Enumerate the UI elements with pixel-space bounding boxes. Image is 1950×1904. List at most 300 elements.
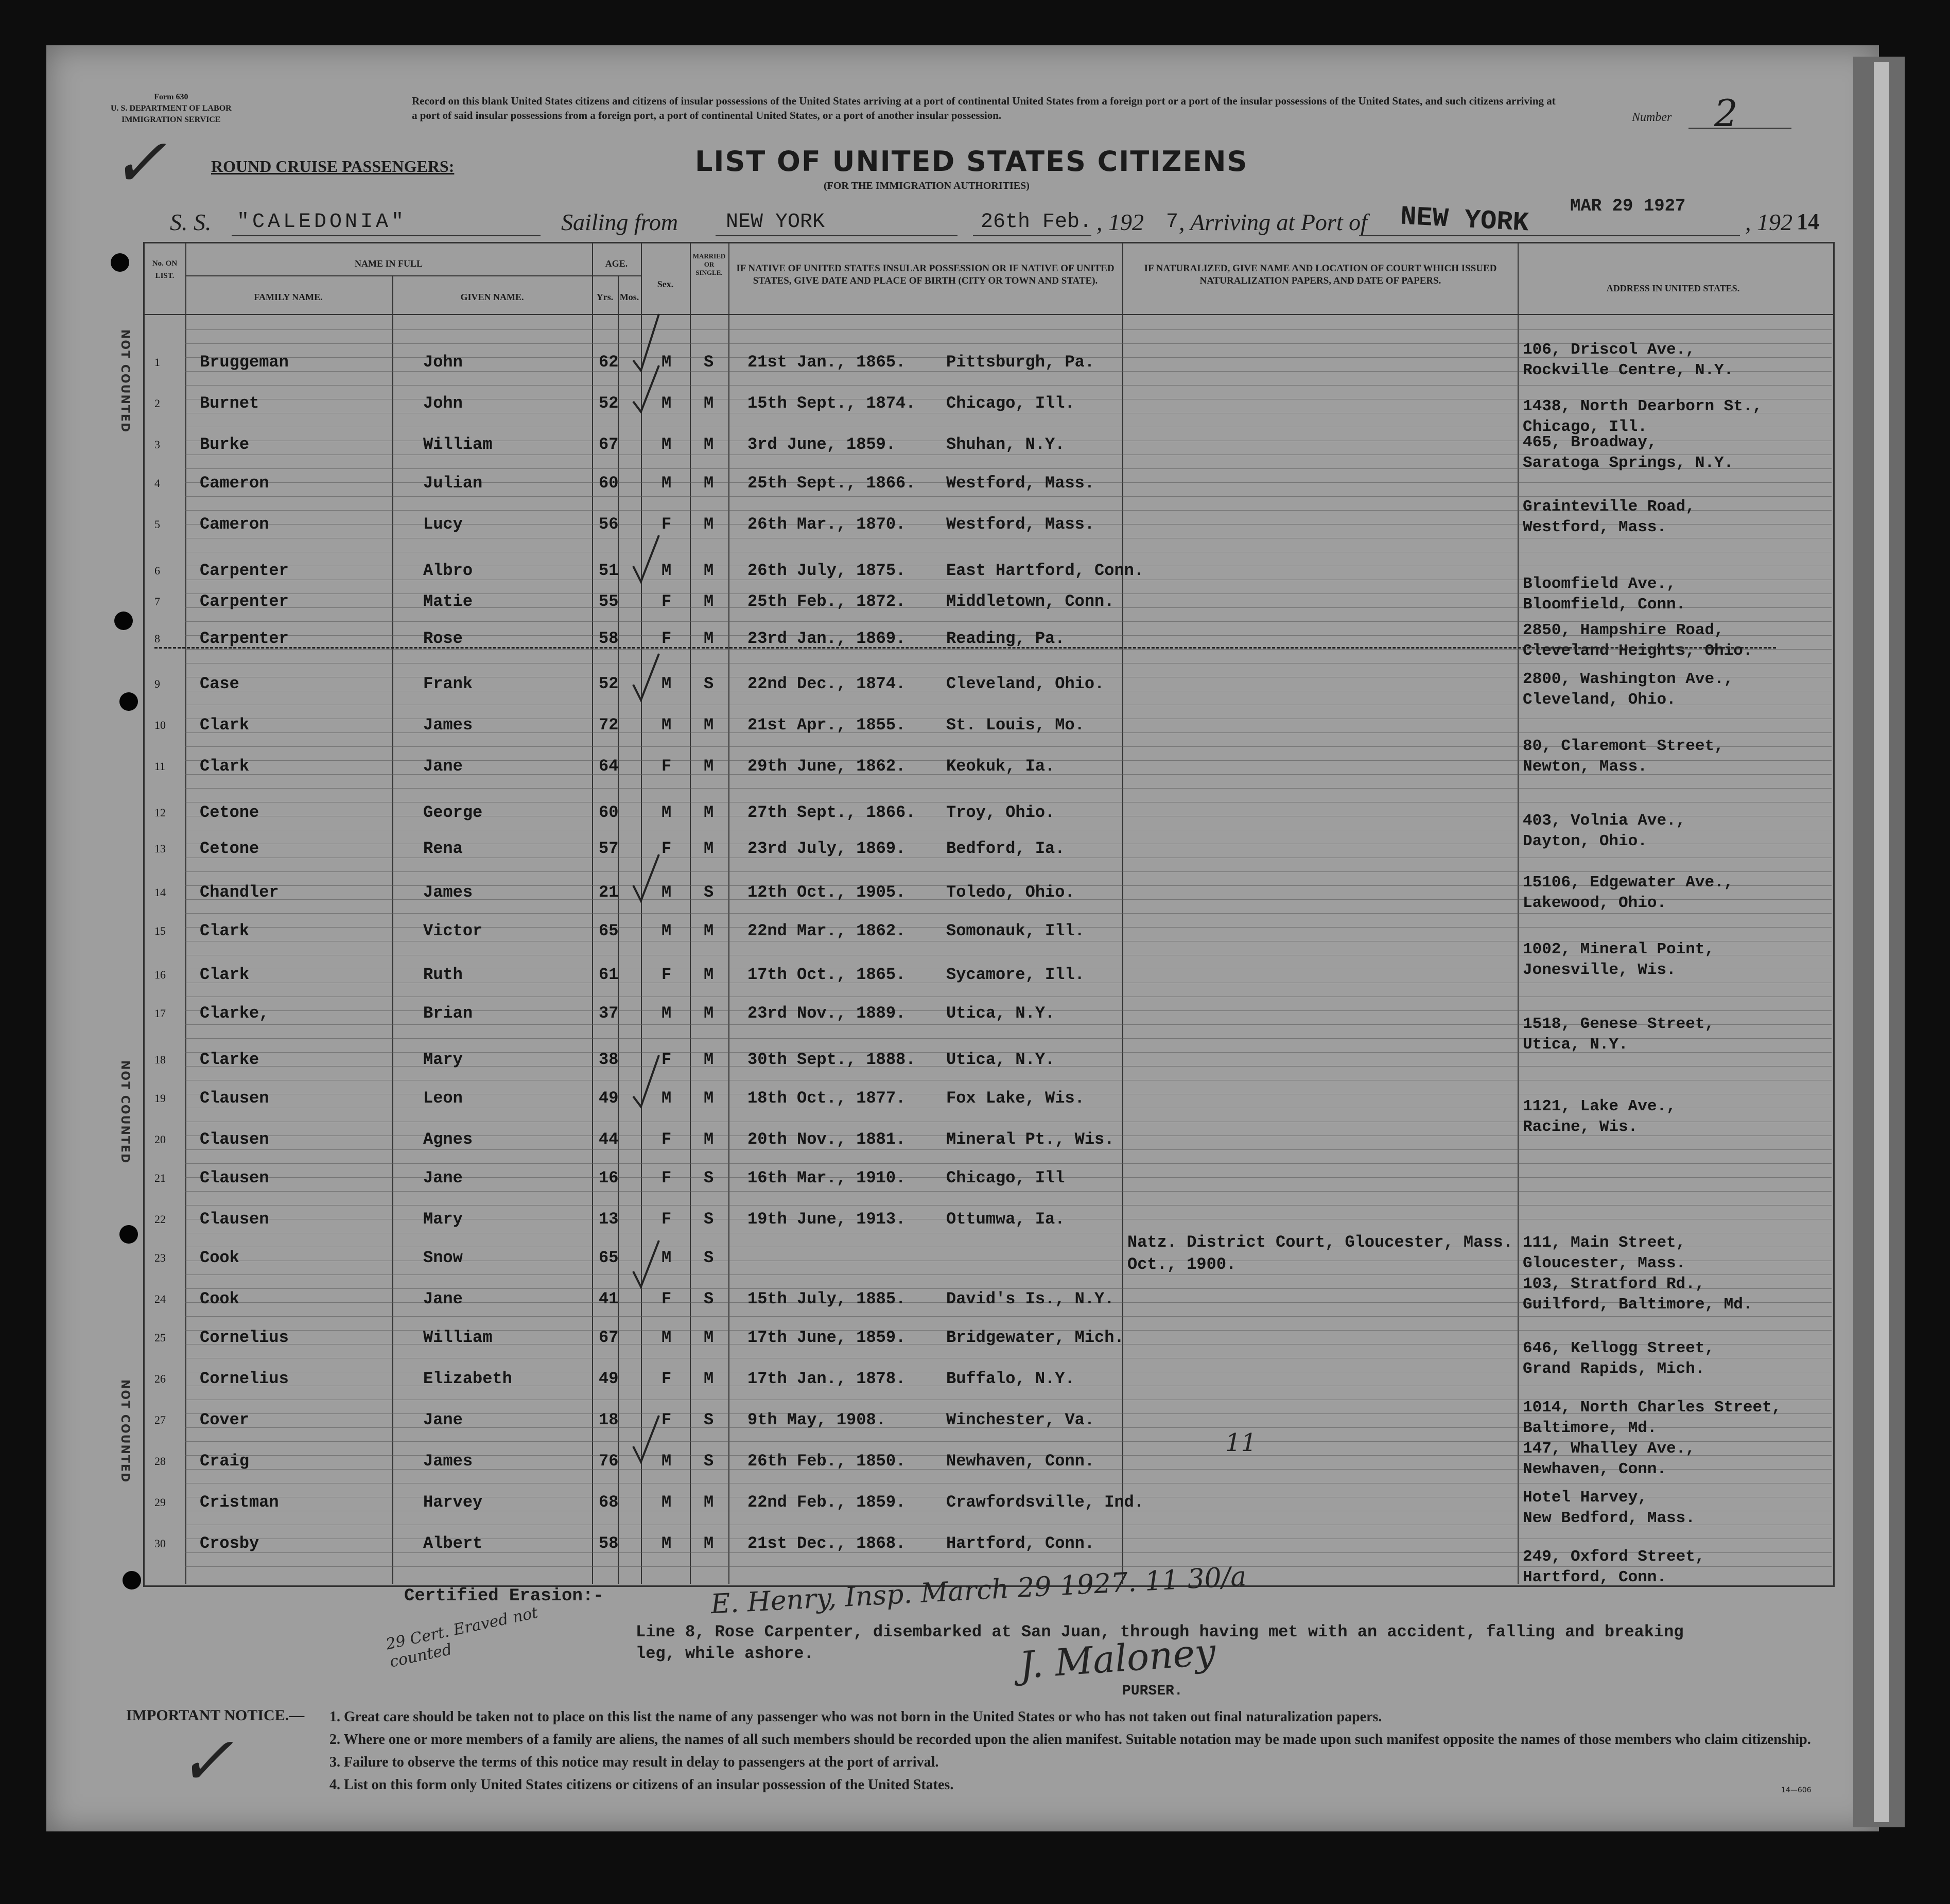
- birth-place: Somonauk, Ill.: [946, 921, 1085, 940]
- row-number: 23: [154, 1251, 166, 1264]
- address-line: Gloucester, Mass.: [1523, 1254, 1686, 1272]
- given-name: Ruth: [423, 965, 463, 984]
- birth-date: 22nd Mar., 1862.: [747, 921, 906, 940]
- birth-date: 25th Feb., 1872.: [747, 592, 906, 611]
- given-name: Jane: [423, 1410, 463, 1429]
- marital-status: S: [704, 1248, 714, 1267]
- birth-place: Chicago, Ill.: [946, 394, 1075, 413]
- family-name: Carpenter: [200, 629, 289, 648]
- address-line: 2850, Hampshire Road,: [1523, 621, 1724, 639]
- age-years: 18: [599, 1410, 619, 1429]
- sex: M: [661, 394, 672, 413]
- address-line: 106, Driscol Ave.,: [1523, 341, 1695, 359]
- birth-place: Pittsburgh, Pa.: [946, 353, 1095, 372]
- erasure-strike-line: [154, 647, 1776, 649]
- address-line: Hartford, Conn.: [1523, 1568, 1667, 1586]
- family-name: Cameron: [200, 515, 269, 534]
- header-naturalized: IF NATURALIZED, GIVE NAME AND LOCATION OF COURT WHICH ISSUED NATURALIZATION PAPERS, AND DATE OF PAPERS.: [1144, 263, 1497, 286]
- address-line: Chicago, Ill.: [1523, 418, 1647, 436]
- address-line: 249, Oxford Street,: [1523, 1548, 1705, 1566]
- age-years: 76: [599, 1452, 619, 1471]
- birth-date: 20th Nov., 1881.: [747, 1130, 906, 1149]
- certified-erasion: Certified Erasion:-: [404, 1586, 604, 1606]
- birth-place: St. Louis, Mo.: [946, 715, 1085, 735]
- family-name: Bruggeman: [200, 353, 289, 372]
- family-name: Clark: [200, 965, 250, 984]
- birth-place: Reading, Pa.: [946, 629, 1065, 648]
- birth-place: Toledo, Ohio.: [946, 883, 1075, 902]
- ship-name: "CALEDONIA": [237, 211, 407, 234]
- age-years: 60: [599, 803, 619, 822]
- birth-date: 26th Mar., 1870.: [747, 515, 906, 534]
- row-number: 28: [154, 1455, 166, 1468]
- family-name: Chandler: [200, 883, 279, 902]
- date-underline: [973, 235, 1091, 236]
- sex: M: [661, 674, 672, 693]
- age-subheader-divider: [592, 275, 641, 276]
- handwritten-check-mark: ✓: [111, 124, 167, 202]
- address-line: Cleveland, Ohio.: [1523, 691, 1676, 709]
- ruled-line: [185, 871, 1832, 872]
- ruled-line: [185, 1316, 1832, 1317]
- birth-place: Bridgewater, Mich.: [946, 1328, 1124, 1347]
- marital-status: M: [704, 1050, 714, 1069]
- given-name: James: [423, 715, 473, 735]
- marital-status: M: [704, 561, 714, 580]
- given-name: Lucy: [423, 515, 463, 534]
- age-years: 44: [599, 1130, 619, 1149]
- check-mark: [633, 654, 659, 700]
- given-name: Jane: [423, 1289, 463, 1308]
- sailing-date: 26th Feb.: [981, 211, 1092, 234]
- row-number: 2: [154, 397, 160, 410]
- purser-label: PURSER.: [1122, 1683, 1183, 1699]
- birth-date: 16th Mar., 1910.: [747, 1168, 906, 1187]
- notice-item: 1. Great care should be taken not to place on this list the name of any passenger who was not born in the United States or who has not taken out final naturalization papers.: [329, 1709, 1382, 1725]
- ss-label: S. S.: [170, 209, 212, 235]
- header-address: ADDRESS IN UNITED STATES.: [1606, 283, 1740, 293]
- from-port: NEW YORK: [726, 211, 825, 234]
- birth-place: Keokuk, Ia.: [946, 757, 1055, 776]
- marital-status: M: [704, 435, 714, 454]
- year-suffix: , 192: [1745, 209, 1792, 235]
- binder-hole: [119, 692, 138, 711]
- given-name: James: [423, 883, 473, 902]
- sex: F: [661, 965, 672, 984]
- notice-label: IMPORTANT NOTICE.—: [126, 1707, 305, 1724]
- marital-status: M: [704, 394, 714, 413]
- row-number: 1: [154, 356, 160, 369]
- sex: F: [661, 515, 672, 534]
- address-line: Newton, Mass.: [1523, 758, 1647, 776]
- row-number: 7: [154, 595, 160, 608]
- marital-status: S: [704, 674, 714, 693]
- marital-status: M: [704, 1130, 714, 1149]
- header-no: No. ON LIST.: [152, 259, 178, 280]
- age-years: 57: [599, 839, 619, 858]
- inspector-signature: E. Henry, Insp. March 29 1927. 11 30/a: [710, 1561, 1247, 1620]
- age-years: 13: [599, 1210, 619, 1229]
- address-line: 1438, North Dearborn St.,: [1523, 397, 1763, 415]
- birth-date: 19th June, 1913.: [747, 1210, 906, 1229]
- address-line: Jonesville, Wis.: [1523, 961, 1676, 979]
- notice-item: 2. Where one or more members of a family are aliens, the names of all such members should be recorded upon the alien manifest. Suitable notation may be made upon such manifest opposite the names of those members who claim citizenship.: [329, 1732, 1811, 1748]
- birth-date: 26th July, 1875.: [747, 561, 906, 580]
- marital-status: M: [704, 515, 714, 534]
- ruled-line: [185, 1191, 1832, 1192]
- address-line: Lakewood, Ohio.: [1523, 894, 1667, 912]
- birth-date: 15th July, 1885.: [747, 1289, 906, 1308]
- family-name: Cornelius: [200, 1369, 289, 1388]
- line-8-note-line: leg, while ashore.: [636, 1644, 814, 1663]
- family-name: Clausen: [200, 1130, 269, 1149]
- birth-place: Middletown, Conn.: [946, 592, 1115, 611]
- arriving-label: , Arriving at Port of: [1179, 209, 1367, 235]
- address-line: New Bedford, Mass.: [1523, 1509, 1695, 1527]
- marital-status: M: [704, 757, 714, 776]
- page-edge-light: [1874, 62, 1889, 1822]
- age-years: 67: [599, 1328, 619, 1347]
- given-name: Leon: [423, 1089, 463, 1108]
- row-number: 15: [154, 924, 166, 937]
- notice-item: 3. Failure to observe the terms of this notice may result in delay to passengers at the port of arrival.: [329, 1754, 939, 1770]
- family-name: Cristman: [200, 1493, 279, 1512]
- sex: F: [661, 592, 672, 611]
- row-number: 25: [154, 1331, 166, 1344]
- row-number: 30: [154, 1537, 166, 1550]
- form-code: 14—606: [1781, 1786, 1812, 1794]
- marital-status: M: [704, 1534, 714, 1553]
- notice-item: 4. List on this form only United States citizens or citizens of an insular possession of the United States.: [329, 1777, 954, 1793]
- birth-date: 17th Jan., 1878.: [747, 1369, 906, 1388]
- birth-date: 25th Sept., 1866.: [747, 474, 916, 493]
- family-name: Clark: [200, 715, 250, 735]
- age-years: 62: [599, 353, 619, 372]
- birth-date: 27th Sept., 1866.: [747, 803, 916, 822]
- naturalization-date: Oct., 1900.: [1127, 1255, 1237, 1274]
- marital-status: M: [704, 715, 714, 735]
- family-name: Craig: [200, 1452, 250, 1471]
- marital-status: M: [704, 629, 714, 648]
- marital-status: M: [704, 1004, 714, 1023]
- row-number: 18: [154, 1053, 166, 1066]
- sex: F: [661, 629, 672, 648]
- round-cruise-label: ROUND CRUISE PASSENGERS:: [211, 157, 455, 176]
- given-name: Matie: [423, 592, 473, 611]
- marital-status: M: [704, 1089, 714, 1108]
- age-years: 21: [599, 883, 619, 902]
- address-line: Hotel Harvey,: [1523, 1489, 1647, 1507]
- address-line: Dayton, Ohio.: [1523, 832, 1647, 850]
- address-line: 2800, Washington Ave.,: [1523, 670, 1734, 688]
- sex: F: [661, 1410, 672, 1429]
- row-number: 3: [154, 438, 160, 451]
- handwritten-eleven: 11: [1225, 1428, 1257, 1457]
- sex: F: [661, 839, 672, 858]
- family-name: Cook: [200, 1248, 239, 1267]
- header-age: AGE.: [605, 258, 628, 269]
- birth-place: East Hartford, Conn.: [946, 561, 1144, 580]
- department: U. S. DEPARTMENT OF LABOR: [111, 104, 232, 113]
- birth-date: 18th Oct., 1877.: [747, 1089, 906, 1108]
- birth-place: Westford, Mass.: [946, 474, 1095, 493]
- birth-date: 22nd Feb., 1859.: [747, 1493, 906, 1512]
- address-line: 646, Kellogg Street,: [1523, 1339, 1715, 1357]
- marital-status: M: [704, 1493, 714, 1512]
- address-line: Baltimore, Md.: [1523, 1419, 1657, 1437]
- given-name: Frank: [423, 674, 473, 693]
- birth-place: Sycamore, Ill.: [946, 965, 1085, 984]
- family-name: Case: [200, 674, 239, 693]
- header-mos: Mos.: [619, 292, 639, 302]
- row-number: 5: [154, 518, 160, 531]
- row-number: 16: [154, 968, 166, 981]
- important-notice: [329, 1707, 1822, 1797]
- birth-place: Newhaven, Conn.: [946, 1452, 1095, 1471]
- address-line: Utica, N.Y.: [1523, 1036, 1628, 1054]
- family-name: Carpenter: [200, 561, 289, 580]
- sex: M: [661, 1248, 672, 1267]
- age-years: 55: [599, 592, 619, 611]
- birth-place: Fox Lake, Wis.: [946, 1089, 1085, 1108]
- name-subheader-divider: [185, 275, 638, 276]
- address-line: 1002, Mineral Point,: [1523, 940, 1715, 958]
- sex: F: [661, 1050, 672, 1069]
- row-number: 22: [154, 1213, 166, 1226]
- given-name: Elizabeth: [423, 1369, 512, 1388]
- ship-underline: [232, 235, 541, 236]
- age-years: 52: [599, 674, 619, 693]
- birth-place: Shuhan, N.Y.: [946, 435, 1065, 454]
- given-name: Mary: [423, 1050, 463, 1069]
- address-line: 15106, Edgewater Ave.,: [1523, 874, 1734, 892]
- birth-place: Utica, N.Y.: [946, 1050, 1055, 1069]
- row-number: 20: [154, 1133, 166, 1146]
- given-name: William: [423, 1328, 493, 1347]
- marital-status: M: [704, 592, 714, 611]
- header-family-name: FAMILY NAME.: [254, 292, 323, 302]
- header-sex: Sex.: [657, 279, 674, 289]
- birth-place: Crawfordsville, Ind.: [946, 1493, 1144, 1512]
- ruled-line: [185, 1149, 1832, 1150]
- address-line: 80, Claremont Street,: [1523, 737, 1724, 755]
- given-name: Mary: [423, 1210, 463, 1229]
- family-name: Clarke: [200, 1050, 259, 1069]
- binder-hole: [114, 612, 133, 630]
- arrival-port-stamp: NEW YORK: [1399, 201, 1530, 239]
- birth-place: Ottumwa, Ia.: [946, 1210, 1065, 1229]
- given-name: Snow: [423, 1248, 463, 1267]
- given-name: Julian: [423, 474, 483, 493]
- side-stamp: NOT COUNTED: [118, 1060, 131, 1164]
- birth-date: 26th Feb., 1850.: [747, 1452, 906, 1471]
- ruled-line: [185, 1205, 1832, 1206]
- address-line: 1518, Genese Street,: [1523, 1015, 1715, 1033]
- birth-date: 9th May, 1908.: [747, 1410, 886, 1429]
- given-name: Albert: [423, 1534, 483, 1553]
- sex: F: [661, 757, 672, 776]
- check-marks: [628, 293, 731, 1580]
- marital-status: S: [704, 1168, 714, 1187]
- number-label: Number: [1632, 111, 1672, 124]
- side-stamp: NOT COUNTED: [118, 329, 131, 433]
- sex: F: [661, 1210, 672, 1229]
- address-line: 1014, North Charles Street,: [1523, 1399, 1782, 1417]
- marital-status: M: [704, 1369, 714, 1388]
- row-number: 14: [154, 886, 166, 899]
- age-years: 60: [599, 474, 619, 493]
- row-number: 21: [154, 1172, 166, 1184]
- header-yrs: Yrs.: [596, 292, 614, 302]
- row-number: 29: [154, 1496, 166, 1509]
- header-married: MARRIED OR SINGLE.: [692, 252, 726, 276]
- birth-place: Bedford, Ia.: [946, 839, 1065, 858]
- family-name: Burnet: [200, 394, 259, 413]
- birth-place: Winchester, Va.: [946, 1410, 1095, 1429]
- given-name: Harvey: [423, 1493, 483, 1512]
- family-name: Cetone: [200, 803, 259, 822]
- birth-date: 30th Sept., 1888.: [747, 1050, 916, 1069]
- sex: M: [661, 435, 672, 454]
- header-divider: [143, 314, 1833, 315]
- given-name: Victor: [423, 921, 483, 940]
- binder-hole: [111, 253, 129, 272]
- age-years: 38: [599, 1050, 619, 1069]
- check-mark: [633, 535, 659, 582]
- birth-date: 23rd Jan., 1869.: [747, 629, 906, 648]
- sex: M: [661, 883, 672, 902]
- page-title: LIST OF UNITED STATES CITIZENS: [695, 145, 1248, 178]
- given-name: James: [423, 1452, 473, 1471]
- family-name: Clausen: [200, 1210, 269, 1229]
- birth-date: 17th June, 1859.: [747, 1328, 906, 1347]
- address-line: Cleveland Heights, Ohio.: [1523, 642, 1753, 660]
- row-number: 6: [154, 564, 160, 577]
- sailing-from-label: Sailing from: [561, 209, 678, 235]
- service: IMMIGRATION SERVICE: [121, 115, 221, 124]
- ruled-line: [185, 1163, 1832, 1164]
- address-line: Grand Rapids, Mich.: [1523, 1360, 1705, 1378]
- header-native: IF NATIVE OF UNITED STATES INSULAR POSSESSION OR IF NATIVE OF UNITED STATES, GIVE DATE AND PLACE OF BIRTH (CITY OR TOWN AND STATE).: [736, 263, 1115, 286]
- age-years: 56: [599, 515, 619, 534]
- handwritten-check-mark: ✓: [178, 1722, 234, 1800]
- family-name: Cameron: [200, 474, 269, 493]
- age-years: 67: [599, 435, 619, 454]
- marital-status: M: [704, 839, 714, 858]
- sex: F: [661, 1130, 672, 1149]
- row-number: 27: [154, 1413, 166, 1426]
- sex: M: [661, 561, 672, 580]
- address-line: 1121, Lake Ave.,: [1523, 1097, 1676, 1115]
- sex: M: [661, 803, 672, 822]
- ruled-line: [185, 788, 1832, 789]
- address-line: 403, Volnia Ave.,: [1523, 812, 1686, 830]
- birth-place: Cleveland, Ohio.: [946, 674, 1105, 693]
- age-years: 61: [599, 965, 619, 984]
- birth-place: Westford, Mass.: [946, 515, 1095, 534]
- row-number: 26: [154, 1372, 166, 1385]
- number-underline: [1688, 128, 1791, 129]
- family-name: Cornelius: [200, 1328, 289, 1347]
- address-line: Bloomfield Ave.,: [1523, 575, 1676, 593]
- age-years: 52: [599, 394, 619, 413]
- purser-signature: J. Maloney: [1018, 1630, 1217, 1687]
- birth-date: 29th June, 1862.: [747, 757, 906, 776]
- birth-place: Buffalo, N.Y.: [946, 1369, 1075, 1388]
- marital-status: M: [704, 1328, 714, 1347]
- family-name: Clarke,: [200, 1004, 269, 1023]
- given-name: Albro: [423, 561, 473, 580]
- birth-date: 12th Oct., 1905.: [747, 883, 906, 902]
- age-years: 49: [599, 1089, 619, 1108]
- marital-status: S: [704, 883, 714, 902]
- age-years: 72: [599, 715, 619, 735]
- check-mark: [633, 314, 659, 371]
- family-name: Clausen: [200, 1089, 269, 1108]
- check-mark-group: [633, 314, 659, 1462]
- address-line: 147, Whalley Ave.,: [1523, 1440, 1695, 1458]
- marital-status: S: [704, 1410, 714, 1429]
- age-years: 41: [599, 1289, 619, 1308]
- ruled-line: [185, 329, 1832, 330]
- check-mark: [633, 1416, 659, 1462]
- page-number: 14: [1797, 209, 1819, 234]
- family-name: Cover: [200, 1410, 250, 1429]
- address-line: 103, Stratford Rd.,: [1523, 1275, 1705, 1293]
- header-given-name: GIVEN NAME.: [460, 292, 524, 302]
- row-number: 11: [154, 760, 166, 773]
- family-name: Cetone: [200, 839, 259, 858]
- form-identifier: [111, 92, 232, 126]
- form-number: Form 630: [154, 93, 188, 101]
- age-years: 51: [599, 561, 619, 580]
- sex: M: [661, 1534, 672, 1553]
- address-line: Guilford, Baltimore, Md.: [1523, 1296, 1753, 1314]
- row-number: 8: [154, 632, 160, 645]
- page-subtitle: (FOR THE IMMIGRATION AUTHORITIES): [824, 180, 1030, 191]
- margin-handwriting: 29 Cert. Eraved not counted: [384, 1603, 540, 1671]
- sex: M: [661, 474, 672, 493]
- birth-date: 15th Sept., 1874.: [747, 394, 916, 413]
- family-name: Carpenter: [200, 592, 289, 611]
- sex: M: [661, 1328, 672, 1347]
- age-years: 37: [599, 1004, 619, 1023]
- address-line: 111, Main Street,: [1523, 1234, 1686, 1252]
- sex: M: [661, 1089, 672, 1108]
- address-line: Grainteville Road,: [1523, 498, 1695, 516]
- sex: M: [661, 1004, 672, 1023]
- given-name: Rose: [423, 629, 463, 648]
- sex: M: [661, 353, 672, 372]
- family-name: Clark: [200, 757, 250, 776]
- number-value: 2: [1714, 92, 1738, 135]
- birth-date: 17th Oct., 1865.: [747, 965, 906, 984]
- row-number: 19: [154, 1092, 166, 1105]
- birth-place: Troy, Ohio.: [946, 803, 1055, 822]
- check-mark: [633, 365, 659, 412]
- marital-status: M: [704, 921, 714, 940]
- header-name-in-full: NAME IN FULL: [354, 258, 423, 269]
- birth-place: Hartford, Conn.: [946, 1534, 1095, 1553]
- birth-place: Mineral Pt., Wis.: [946, 1130, 1115, 1149]
- given-name: John: [423, 394, 463, 413]
- birth-place: Utica, N.Y.: [946, 1004, 1055, 1023]
- address-line: Bloomfield, Conn.: [1523, 596, 1686, 614]
- col-sep: [392, 275, 393, 1584]
- row-number: 24: [154, 1292, 166, 1305]
- side-stamp: NOT COUNTED: [118, 1379, 131, 1483]
- family-name: Cook: [200, 1289, 239, 1308]
